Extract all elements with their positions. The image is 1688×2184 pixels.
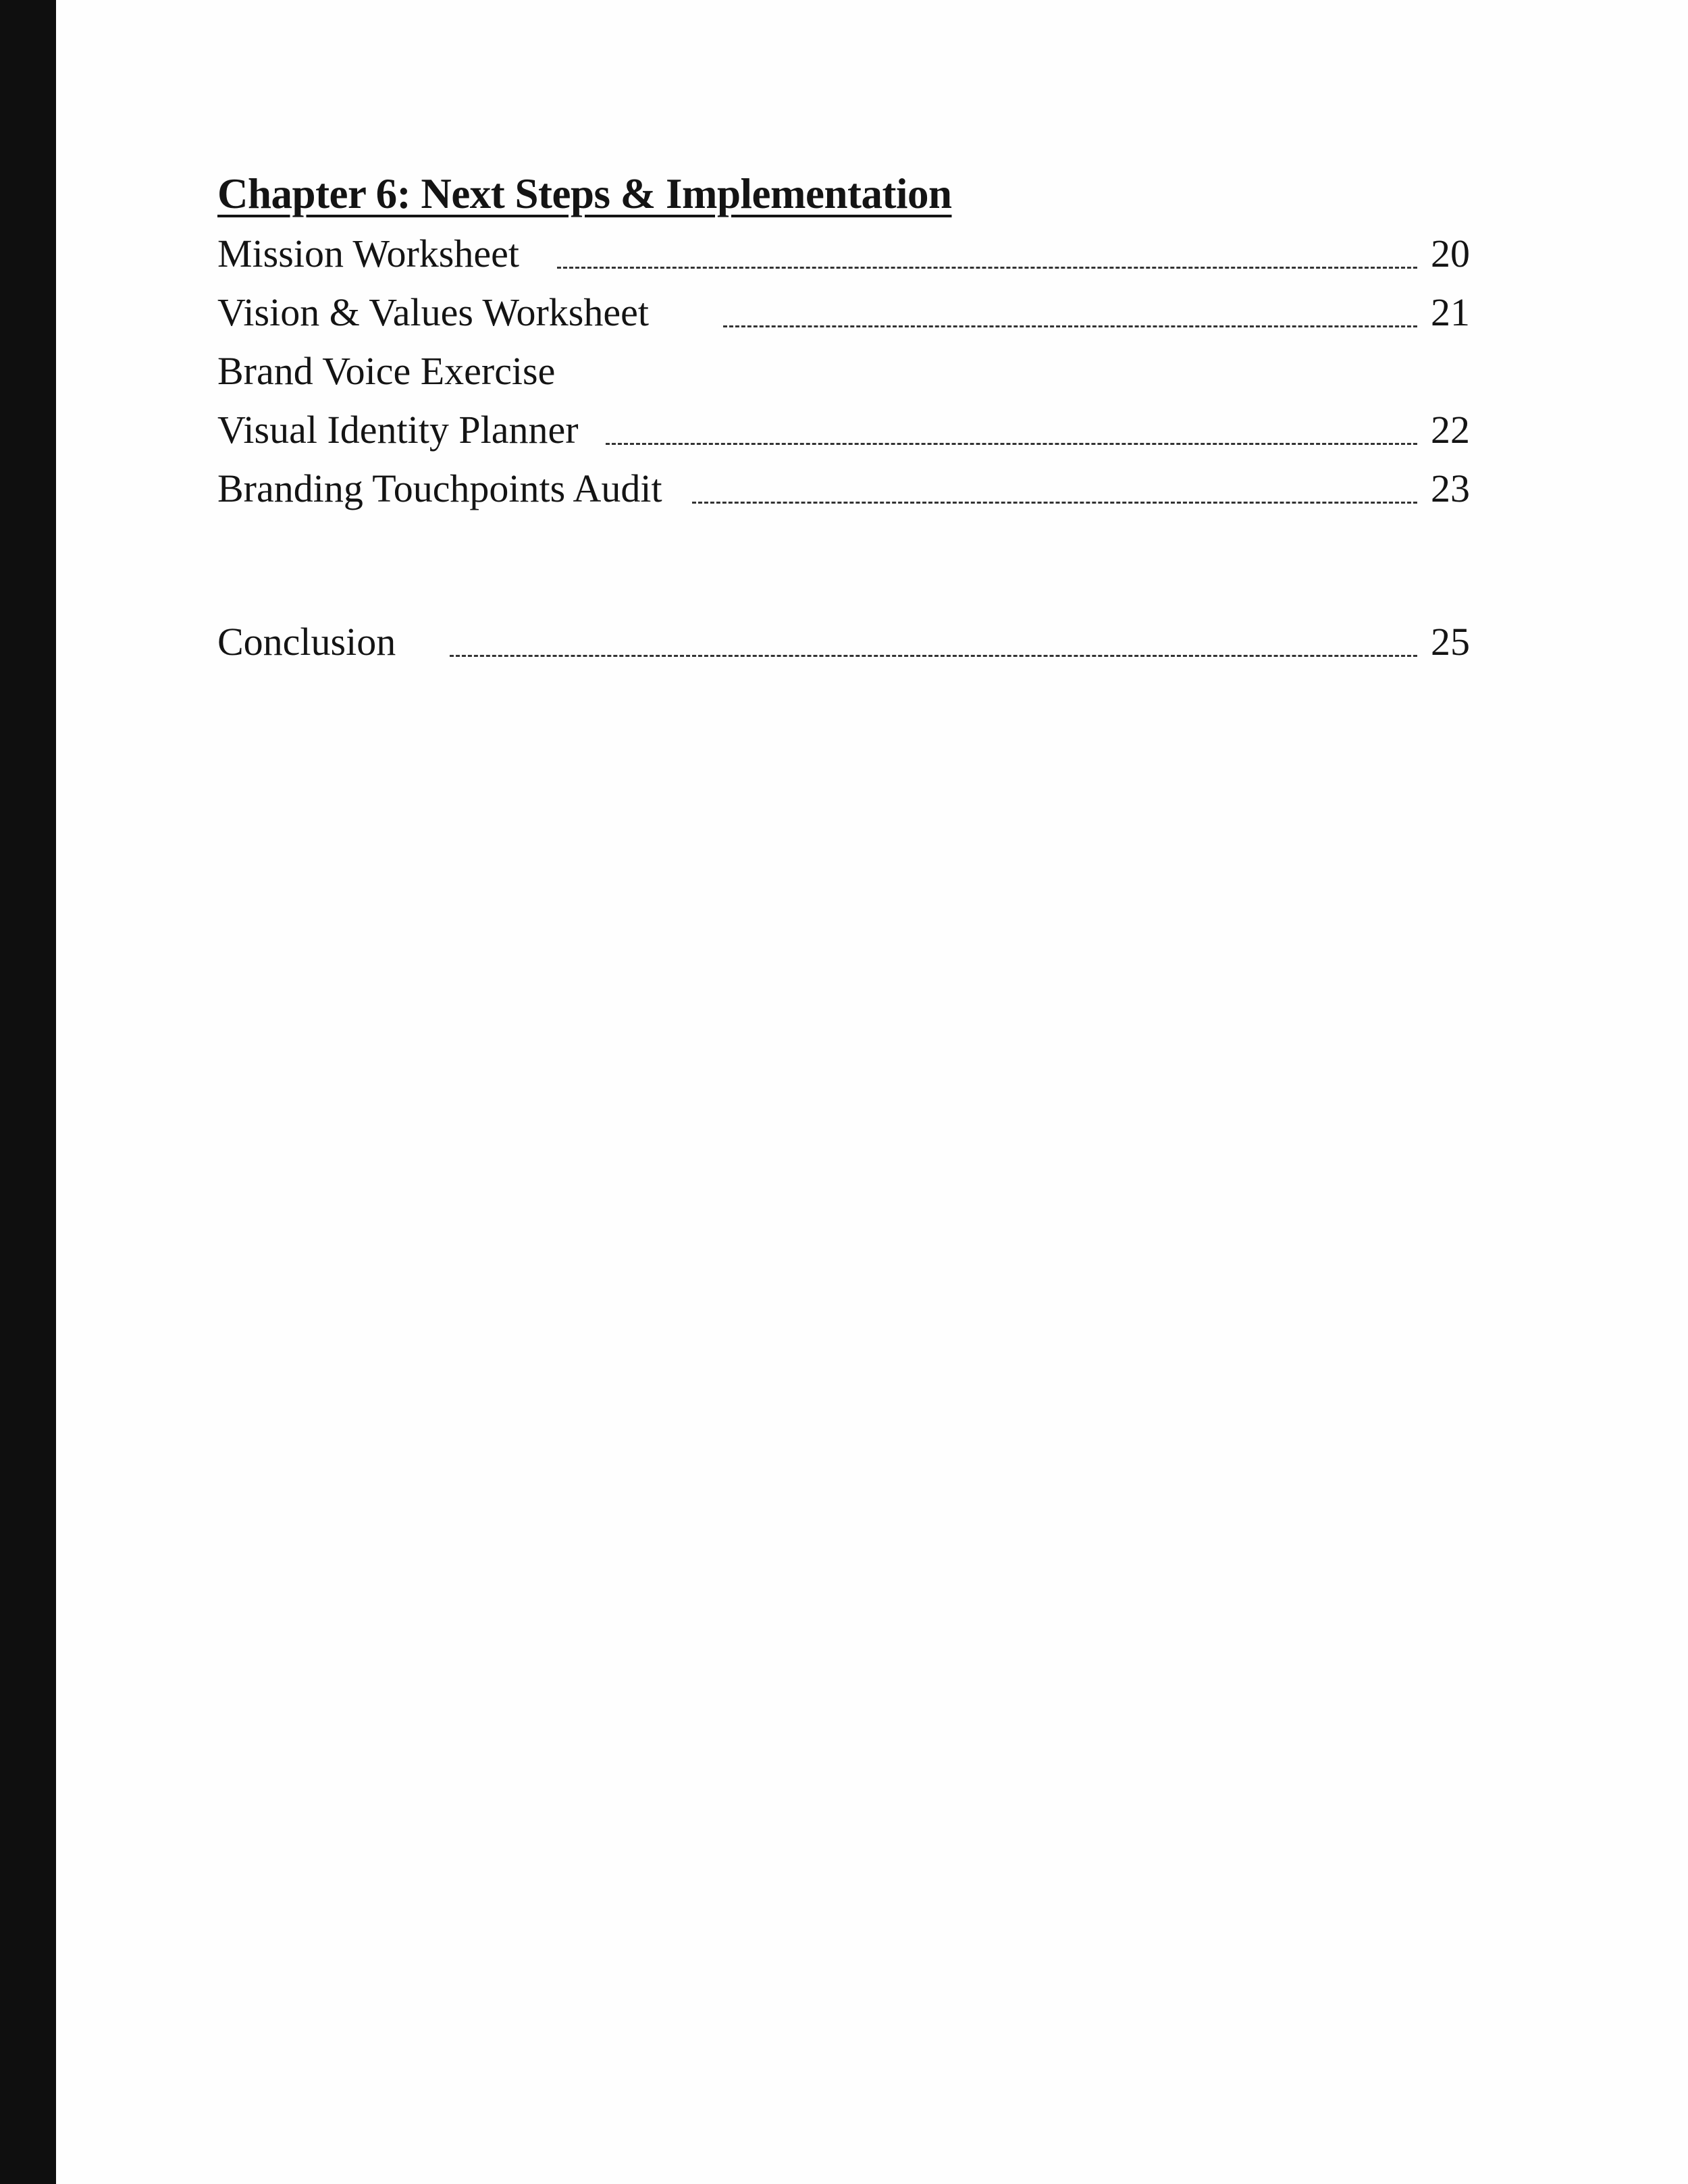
page-spine (0, 0, 56, 2184)
toc-entry-page: 21 (1431, 290, 1470, 334)
toc-entry-visual-identity-planner[interactable] (217, 400, 1470, 459)
toc-entry-vision-values-worksheet[interactable] (217, 283, 1470, 342)
toc-entry-label: Brand Voice Exercise (217, 349, 556, 393)
toc-entry-brand-voice-exercise[interactable] (217, 342, 1470, 400)
toc-entry-page: 25 (1431, 620, 1470, 664)
table-of-contents (217, 163, 1470, 671)
dot-leader (692, 502, 1417, 504)
toc-entry-label: Visual Identity Planner (217, 408, 579, 452)
toc-entry-page: 23 (1431, 467, 1470, 510)
toc-entry-branding-touchpoints-audit[interactable] (217, 459, 1470, 518)
toc-entry-mission-worksheet[interactable] (217, 224, 1470, 283)
toc-entry-page: 20 (1431, 232, 1470, 275)
dot-leader (450, 655, 1417, 657)
dot-leader (557, 267, 1417, 269)
dot-leader (606, 443, 1417, 445)
dot-leader (723, 325, 1417, 327)
toc-entry-label: Conclusion (217, 620, 396, 664)
toc-entry-page: 22 (1431, 408, 1470, 452)
toc-entry-label: Mission Worksheet (217, 232, 519, 275)
chapter-heading: Chapter 6: Next Steps & Implementation (217, 170, 952, 217)
section-gap (217, 518, 1470, 612)
toc-entry-label: Vision & Values Worksheet (217, 290, 649, 334)
toc-entry-label: Branding Touchpoints Audit (217, 467, 662, 510)
toc-entry-conclusion[interactable] (217, 612, 1470, 671)
